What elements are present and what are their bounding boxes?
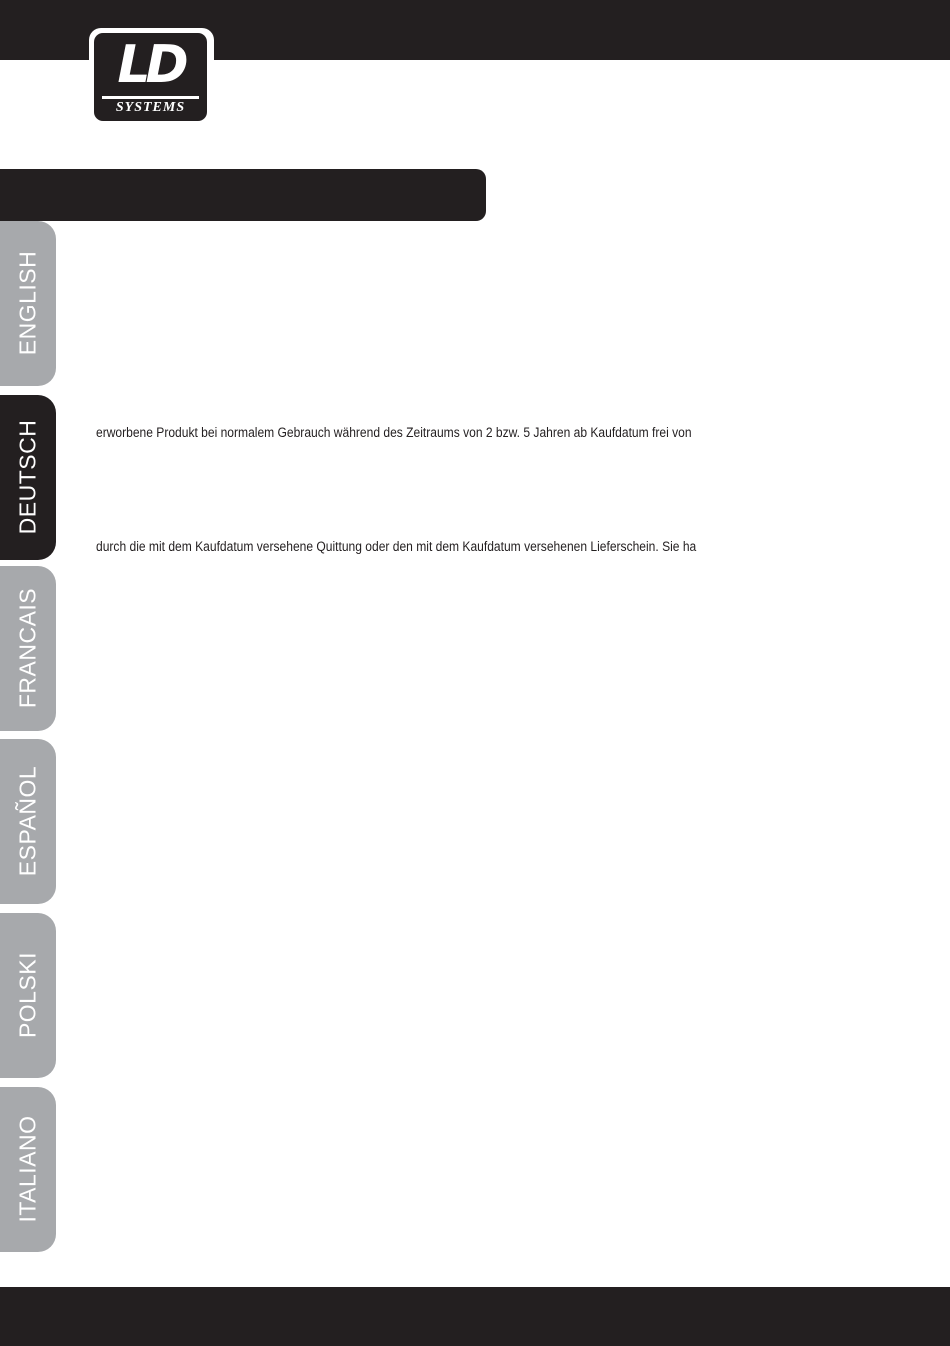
logo-subtext: SYSTEMS (115, 100, 186, 115)
tab-espanol[interactable] (0, 739, 56, 904)
tab-english[interactable] (0, 221, 56, 386)
tab-label: ESPAÑOL (14, 765, 41, 877)
tab-label: DEUTSCH (14, 419, 41, 535)
tab-label: POLSKI (14, 951, 41, 1039)
tab-label: ENGLISH (14, 250, 41, 356)
logo-wordmark: LD (117, 35, 184, 95)
logo-divider (102, 96, 199, 99)
section-title-banner (0, 169, 486, 221)
footer-bar (0, 1287, 950, 1346)
tab-label: FRANCAIS (14, 587, 41, 709)
tab-deutsch[interactable] (0, 395, 56, 560)
ld-systems-logo (89, 28, 214, 126)
body-text-line: erworbene Produkt bei normalem Gebrauch während des Zeitraums von 2 bzw. 5 Jahren ab Kaufdatum frei von (96, 425, 692, 440)
body-text-line: durch die mit dem Kaufdatum versehene Quittung oder den mit dem Kaufdatum versehenen Lieferschein. Sie ha (96, 539, 697, 554)
tab-polski[interactable] (0, 913, 56, 1078)
tab-label: ITALIANO (14, 1115, 41, 1223)
tab-francais[interactable] (0, 566, 56, 731)
tab-italiano[interactable] (0, 1087, 56, 1252)
